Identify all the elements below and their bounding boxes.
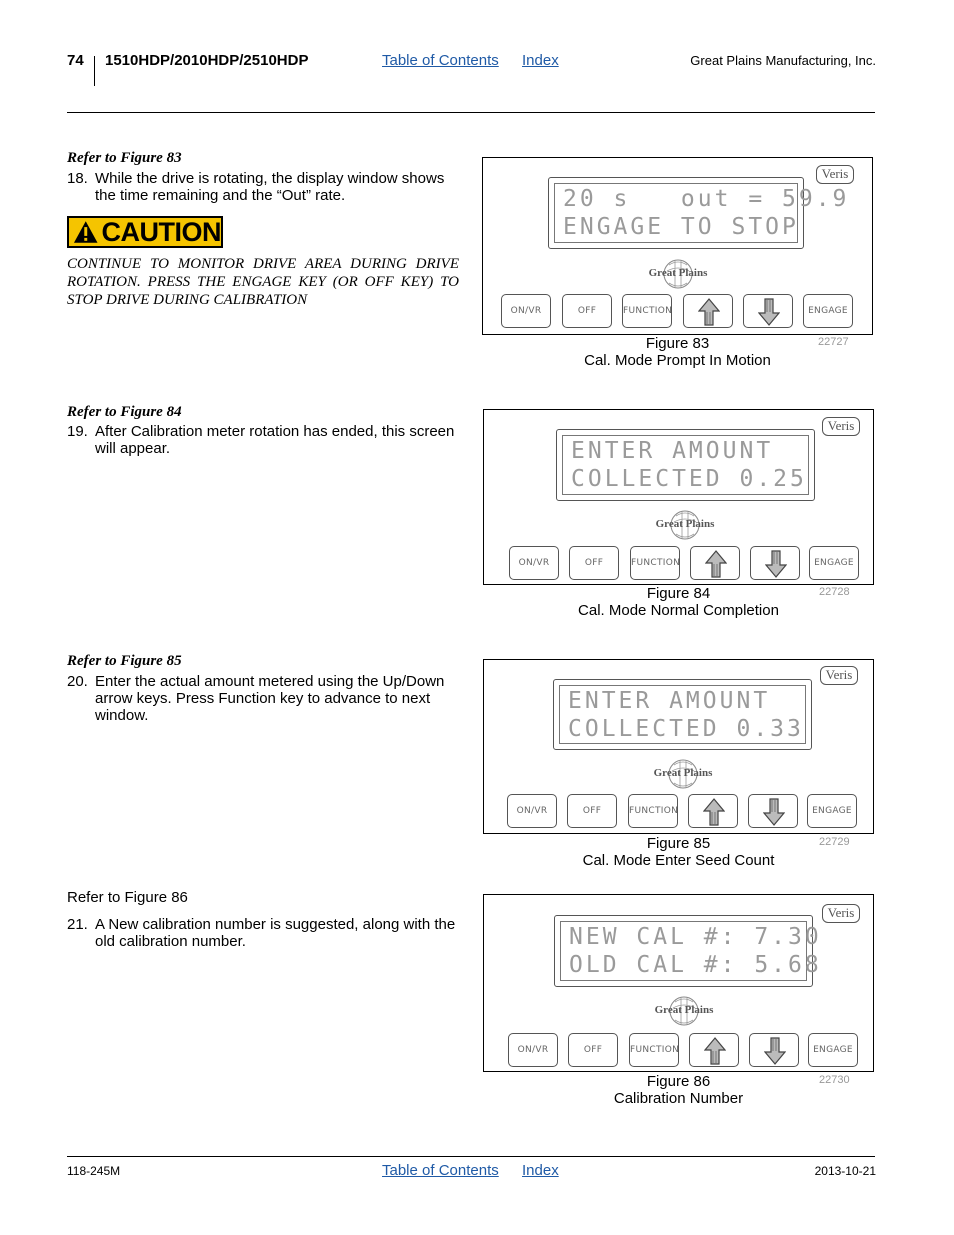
step-21 [67,916,462,950]
logo-text: Great Plains [655,518,715,530]
logo-text: Great Plains [648,267,708,279]
on-vr-button[interactable]: ON/VR [508,1033,558,1067]
figure-title: Cal. Mode Prompt In Motion [584,352,771,369]
engage-button[interactable]: ENGAGE [803,294,853,328]
step-18 [67,170,462,204]
figure-id: 22729 [819,836,850,848]
index-link-footer[interactable]: Index [522,1162,559,1179]
lcd-display [554,915,822,987]
up-arrow-button[interactable] [690,546,740,580]
down-arrow-button[interactable] [748,794,798,828]
figure-caption [483,835,874,869]
great-plains-logo [644,757,722,791]
step-text: A New calibration number is suggested, along with the old calibration number. [95,916,456,950]
header-rule [67,112,875,113]
lcd-line-2: OLD CAL #: 5.68 [569,952,822,978]
logo-text: Great Plains [654,1004,714,1016]
up-arrow-button[interactable] [689,1033,739,1067]
up-arrow-button[interactable] [688,794,738,828]
lcd-line-2: COLLECTED 0.33 [568,716,804,742]
function-button[interactable]: FUNCTION [628,794,678,828]
lcd-line-1: ENTER AMOUNT [568,688,771,714]
figure-title: Cal. Mode Normal Completion [578,602,779,619]
down-arrow-button[interactable] [743,294,793,328]
veris-logo: Veris [816,165,854,184]
step-text: Enter the actual amount metered using the Up/Down arrow keys. Press Function key to advance to next window. [95,673,445,724]
figure-panel [483,659,874,834]
lcd-line-1: ENTER AMOUNT [571,438,774,464]
down-arrow-button[interactable] [749,1033,799,1067]
great-plains-logo [639,257,717,291]
figure-panel [483,409,874,585]
toc-link-footer[interactable]: Table of Contents [382,1162,499,1179]
figure-panel [482,157,873,335]
step-number: 18. [67,170,88,187]
caution-word: CAUTION [101,216,221,247]
figure-id: 22727 [818,336,849,348]
lcd-display [556,429,815,501]
function-button[interactable]: FUNCTION [629,1033,679,1067]
off-button[interactable]: OFF [562,294,612,328]
lcd-line-2: ENGAGE TO STOP [563,214,799,240]
step-number: 19. [67,423,88,440]
figure-number: Figure 85 [646,835,711,852]
figure-title: Calibration Number [613,1090,744,1107]
model-title: 1510HDP/2010HDP/2510HDP [105,52,309,69]
step-number: 21. [67,916,88,933]
refer-figure-86: Refer to Figure 86 [67,889,188,906]
figure-title: Cal. Mode Enter Seed Count [582,852,775,869]
footer-rule [67,1156,875,1157]
step-number: 20. [67,673,88,690]
figure-id: 22728 [819,586,850,598]
step-19 [67,423,462,457]
engage-button[interactable]: ENGAGE [809,546,859,580]
lcd-display [553,679,812,750]
off-button[interactable]: OFF [568,1033,618,1067]
warning-triangle-icon [73,220,99,244]
step-20 [67,673,462,724]
engage-button[interactable]: ENGAGE [807,794,857,828]
up-arrow-button[interactable] [683,294,733,328]
step-text: After Calibration meter rotation has ended, this screen will appear. [95,423,455,457]
refer-figure-85: Refer to Figure 85 [67,653,182,669]
refer-figure-83: Refer to Figure 83 [67,150,182,166]
on-vr-button[interactable]: ON/VR [507,794,557,828]
on-vr-button[interactable]: ON/VR [501,294,551,328]
header-divider [94,56,95,86]
refer-figure-84: Refer to Figure 84 [67,404,182,420]
lcd-line-2: COLLECTED 0.25 [571,466,807,492]
off-button[interactable]: OFF [567,794,617,828]
caution-text: CONTINUE TO MONITOR DRIVE AREA DURING DRIVE ROTATION. PRESS THE ENGAGE KEY (OR OFF KEY) TO STOP DRIVE DURING CALIBRATION [67,256,459,308]
engage-button[interactable]: ENGAGE [808,1033,858,1067]
down-arrow-button[interactable] [750,546,800,580]
function-button[interactable]: FUNCTION [630,546,680,580]
veris-logo: Veris [820,666,858,685]
index-link-header[interactable]: Index [522,52,559,69]
figure-panel [483,894,874,1072]
on-vr-button[interactable]: ON/VR [509,546,559,580]
great-plains-logo [646,508,724,542]
figure-caption [483,1073,874,1107]
caution-label [67,216,223,248]
function-button[interactable]: FUNCTION [622,294,672,328]
lcd-line-1: 20 s out = 59.9 [563,186,850,212]
off-button[interactable]: OFF [569,546,619,580]
figure-id: 22730 [819,1074,850,1086]
logo-text: Great Plains [653,767,713,779]
figure-number: Figure 86 [646,1073,711,1090]
veris-logo: Veris [822,417,860,436]
step-text: While the drive is rotating, the display window shows the time remaining and the “Out” rate. [95,170,445,204]
figure-number: Figure 84 [646,585,711,602]
lcd-display [548,177,850,249]
veris-logo: Veris [822,904,860,923]
toc-link-header[interactable]: Table of Contents [382,52,499,69]
lcd-line-1: NEW CAL #: 7.30 [569,924,822,950]
great-plains-logo [645,994,723,1028]
revision-date: 2013-10-21 [814,1164,876,1178]
figure-number: Figure 83 [645,335,710,352]
document-number: 118-245M [67,1164,121,1178]
figure-caption [483,585,874,619]
page-number: 74 [67,52,84,69]
figure-caption [482,335,873,369]
company-name: Great Plains Manufacturing, Inc. [690,53,876,68]
